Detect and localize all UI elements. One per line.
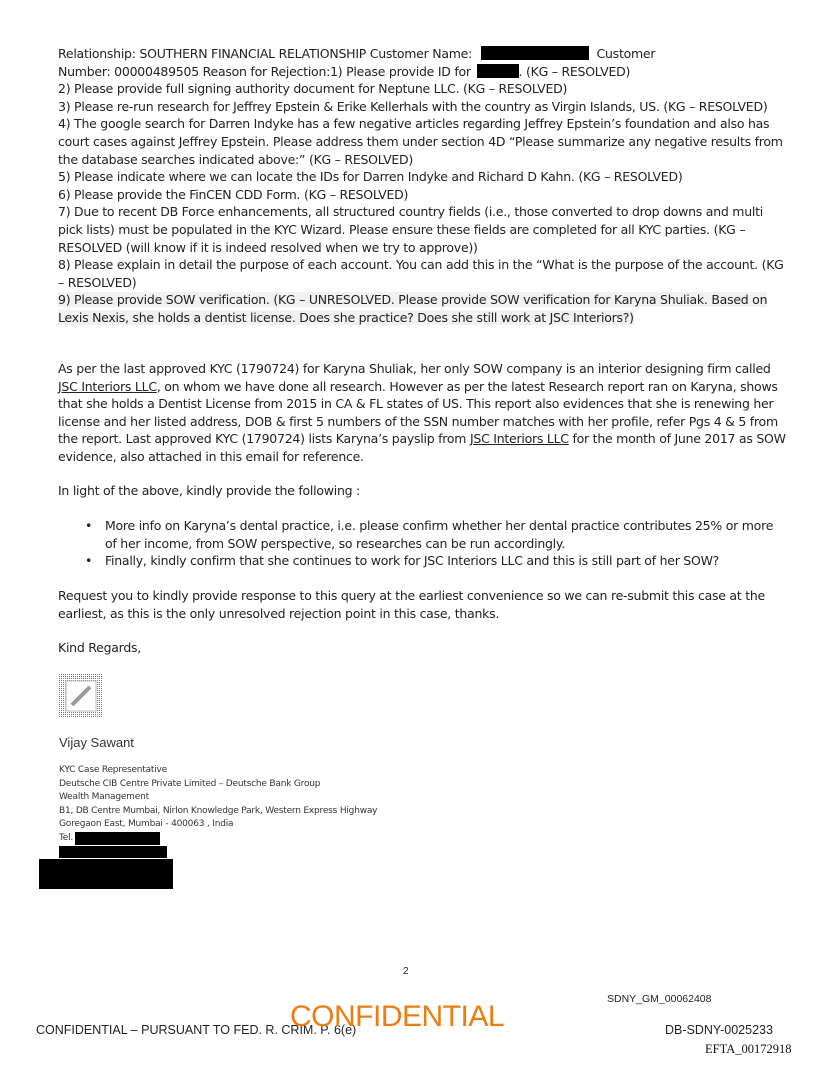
reason-line: 6) Please provide the FinCEN CDD Form. (KG – RESOLVED) [58, 186, 409, 202]
signature-division: Wealth Management [59, 792, 149, 802]
customer-number-text: Number: 00000489505 Reason for Rejection:1) Please provide ID for [58, 63, 471, 79]
body-line: that she holds a Dentist License from 2015 in CA & FL states of US. This report also evidences that she is renewing her [58, 396, 774, 412]
reason-line: 5) Please indicate where we can locate the IDs for Darren Indyke and Richard D Kahn. (KG – RESOLVED) [58, 169, 683, 185]
relationship-text: Relationship: SOUTHERN FINANCIAL RELATIONSHIP Customer Name: [58, 46, 473, 61]
signature-company: Deutsche CIB Centre Private Limited – Deutsche Bank Group [59, 778, 321, 789]
reason-line: court cases against Jeffrey Epstein. Please address them under section 4D “Please summarize any negative results from [58, 133, 783, 149]
paragraph-closing-request: Request you to kindly provide response to this query at the earliest convenience so we can re-submit this case at the earliest, as this is the only unresolved rejection point in this case, thanks. [58, 588, 765, 621]
redaction-block [477, 64, 519, 78]
redaction-block [59, 846, 167, 858]
page-number: 2 [403, 966, 409, 977]
bates-number-top: SDNY_GM_00062408 [607, 993, 712, 1005]
reason-9-highlighted [58, 291, 768, 309]
request-bullet-list [58, 517, 774, 570]
confidential-stamp: CONFIDENTIAL [290, 1000, 505, 1033]
redaction-block [481, 46, 589, 60]
signature-address: Goregaon East, Mumbai - 400063 , India [59, 819, 234, 829]
redaction-block [75, 832, 160, 845]
reason-line: RESOLVED (will know if it is indeed resolved when we try to approve)) [58, 239, 478, 255]
body-line: As per the last approved KYC (1790724) for Karyna Shuliak, her only SOW company is an interior designing firm called [58, 361, 771, 376]
customer-label: Customer [596, 46, 656, 61]
reason-line: 7) Due to recent DB Force enhancements, all structured country fields (i.e., those converted to drop downs and multi [58, 204, 763, 220]
list-item: • Finally, kindly confirm that she continues to work for JSC Interiors LLC and this is still part of her SOW? [85, 553, 720, 569]
bates-number-right: DB-SDNY-0025233 [665, 1023, 773, 1037]
body-line: the report. Last approved KYC (1790724) lists Karyna’s payslip from JSC Interiors LLC for the month of June 2017 as SOW [58, 431, 786, 447]
reason-line: 4) The google search for Darren Indyke has a few negative articles regarding Jeffrey Epstein’s foundation and also has [58, 116, 770, 132]
signature-title: KYC Case Representative [59, 765, 168, 775]
resolved-status: . (KG – RESOLVED) [518, 63, 631, 79]
signature-tel-label: Tel. [59, 832, 74, 843]
reason-line: pick lists) must be populated in the KYC Wizard. Please ensure these fields are completed for all KYC parties. (KG – [58, 221, 746, 237]
body-line: JSC Interiors LLC, on whom we have done all research. However as per the latest Research report ran on Karyna, shows [58, 378, 778, 394]
body-line: evidence, also attached in this email for reference. [58, 448, 364, 464]
confidentiality-notice: CONFIDENTIAL – PURSUANT TO FED. R. CRIM. P. 6(e) [36, 1023, 357, 1037]
reason-9-highlighted [58, 309, 758, 327]
efta-number: EFTA_00172918 [705, 1042, 792, 1056]
header-line-2 [58, 63, 758, 81]
jsc-interiors-link[interactable]: JSC Interiors LLC [469, 431, 569, 447]
paragraph-kyc [58, 360, 786, 466]
reason-line: the database searches indicated above:” (KG – RESOLVED) [58, 151, 414, 167]
reason-line: 8) Please explain in detail the purpose of each account. You can add this in the “What is the purpose of the account. (KG [58, 257, 784, 273]
reason-9-line-1: 9) Please provide SOW verification. (KG – UNRESOLVED. Please provide SOW verification for Karyna Shuliak. Based on [58, 292, 768, 308]
email-body-top [58, 45, 784, 327]
list-item: • More info on Karyna’s dental practice, i.e. please confirm whether her dental practice contributes 25% or more of her income, from SOW perspective, so researches can be run accordingly. [85, 518, 774, 551]
signature-name: Vijay Sawant [59, 735, 134, 750]
reason-line: 2) Please provide full signing authority document for Neptune LLC. (KG – RESOLVED) [58, 81, 568, 97]
signature-address: B1, DB Centre Mumbai, Nirlon Knowledge Park, Western Express Highway [59, 805, 378, 816]
bullet-icon: • [85, 553, 93, 569]
paragraph-request-intro: In light of the above, kindly provide the following : [58, 483, 360, 498]
closing: Kind Regards, [58, 640, 141, 655]
reason-line: – RESOLVED) [58, 274, 137, 290]
body-line: license and her listed address, DOB & first 5 numbers of the SSN number matches with her profile, refer Pgs 4 & 5 from [58, 413, 778, 429]
deutsche-bank-logo-icon [59, 674, 103, 718]
bullet-icon: • [85, 518, 93, 533]
jsc-interiors-link[interactable]: JSC Interiors LLC [58, 378, 157, 394]
redaction-block [39, 859, 173, 889]
reason-line: 3) Please re-run research for Jeffrey Epstein & Erike Kellerhals with the country as Virgin Islands, US. (KG – RESOLVED) [58, 98, 768, 114]
reason-9-line-2: Lexis Nexis, she holds a dentist license. Does she practice? Does she still work at JSC Interiors?) [58, 309, 634, 325]
header-line-1 [58, 45, 758, 63]
